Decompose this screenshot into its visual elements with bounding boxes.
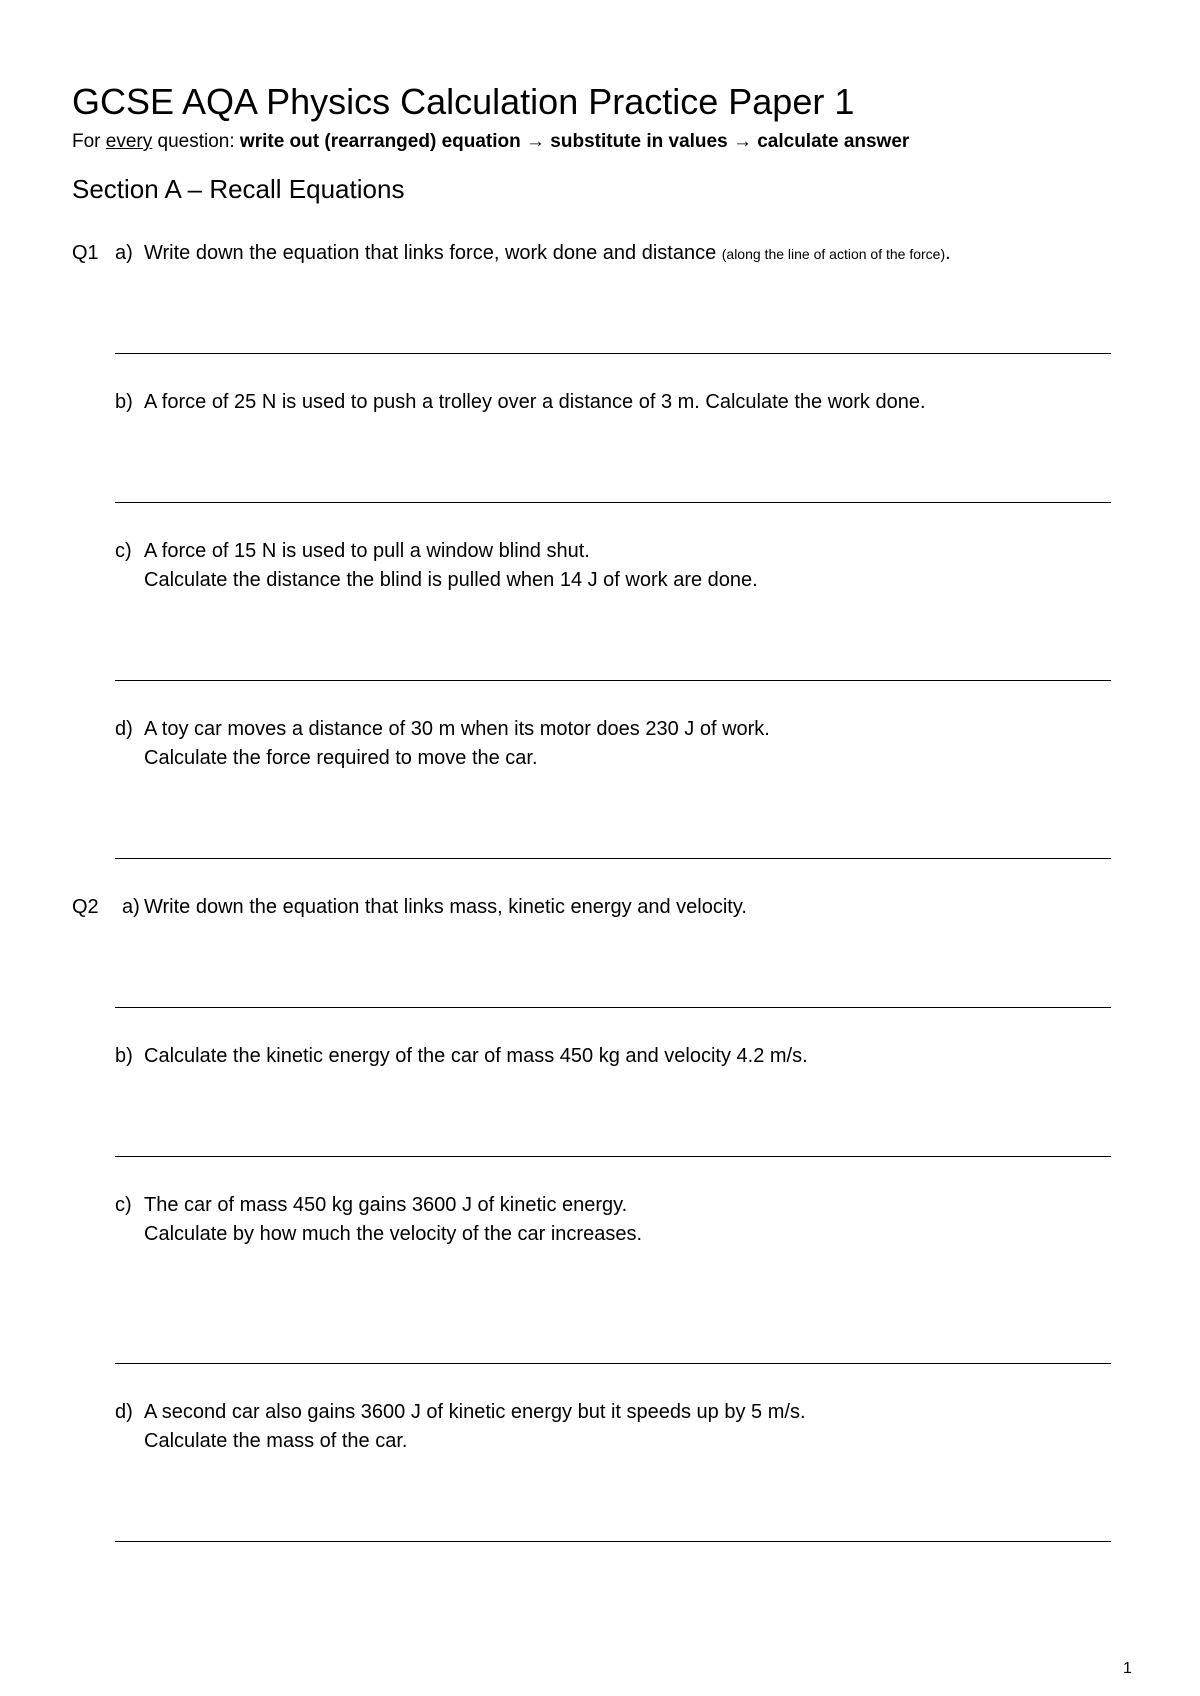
q1a-end: .: [945, 242, 951, 264]
q1d-line2: Calculate the force required to move the car.: [144, 747, 538, 769]
answer-line-q2a[interactable]: [115, 1007, 1111, 1008]
q2d-label: d): [115, 1401, 133, 1423]
answer-line-q1c[interactable]: [115, 680, 1111, 681]
page-title: GCSE AQA Physics Calculation Practice Paper 1: [72, 81, 855, 122]
instructions-steps: write out (rearranged) equation → substitute in values → calculate answer: [239, 131, 910, 152]
q1c-line1: A force of 15 N is used to pull a window blind shut.: [144, 540, 590, 562]
q1a-question: Write down the equation that links force, work done and distance: [144, 242, 722, 264]
q1-number: Q1: [72, 242, 99, 264]
q2c-line1: The car of mass 450 kg gains 3600 J of kinetic energy.: [144, 1194, 628, 1216]
q1a-text: [144, 239, 951, 269]
q1b-text: A force of 25 N is used to push a trolley over a distance of 3 m. Calculate the work done.: [144, 391, 926, 413]
answer-line-q1a[interactable]: [115, 353, 1111, 354]
answer-line-q2c[interactable]: [115, 1363, 1111, 1364]
q1a-note: (along the line of action of the force): [721, 246, 946, 262]
q2c-line2: Calculate by how much the velocity of the car increases.: [144, 1223, 643, 1245]
instructions-prefix: For: [72, 131, 106, 152]
q2a-text: Write down the equation that links mass, kinetic energy and velocity.: [144, 896, 747, 918]
instructions-mid: question:: [152, 131, 240, 152]
q1c-line2: Calculate the distance the blind is pulled when 14 J of work are done.: [144, 569, 758, 591]
q2d-line1: A second car also gains 3600 J of kinetic energy but it speeds up by 5 m/s.: [144, 1401, 806, 1423]
q1b-label: b): [115, 391, 133, 413]
answer-line-q1d[interactable]: [115, 858, 1111, 859]
q2b-label: b): [115, 1045, 133, 1067]
answer-line-q2d[interactable]: [115, 1541, 1111, 1542]
q2b-text: Calculate the kinetic energy of the car of mass 450 kg and velocity 4.2 m/s.: [144, 1045, 808, 1067]
q1a-label: a): [115, 242, 133, 264]
instructions: [72, 129, 909, 155]
answer-line-q1b[interactable]: [115, 502, 1111, 503]
q2a-label: a): [122, 896, 140, 918]
q2d-line2: Calculate the mass of the car.: [144, 1430, 408, 1452]
q2-number: Q2: [72, 896, 99, 918]
q1d-label: d): [115, 718, 133, 740]
q2c-label: c): [115, 1194, 132, 1216]
instructions-every: every: [105, 131, 153, 152]
page-number: 1: [1123, 1660, 1132, 1677]
section-heading: Section A – Recall Equations: [72, 174, 405, 204]
q1d-line1: A toy car moves a distance of 30 m when its motor does 230 J of work.: [144, 718, 770, 740]
answer-line-q2b[interactable]: [115, 1156, 1111, 1157]
q1c-label: c): [115, 540, 132, 562]
